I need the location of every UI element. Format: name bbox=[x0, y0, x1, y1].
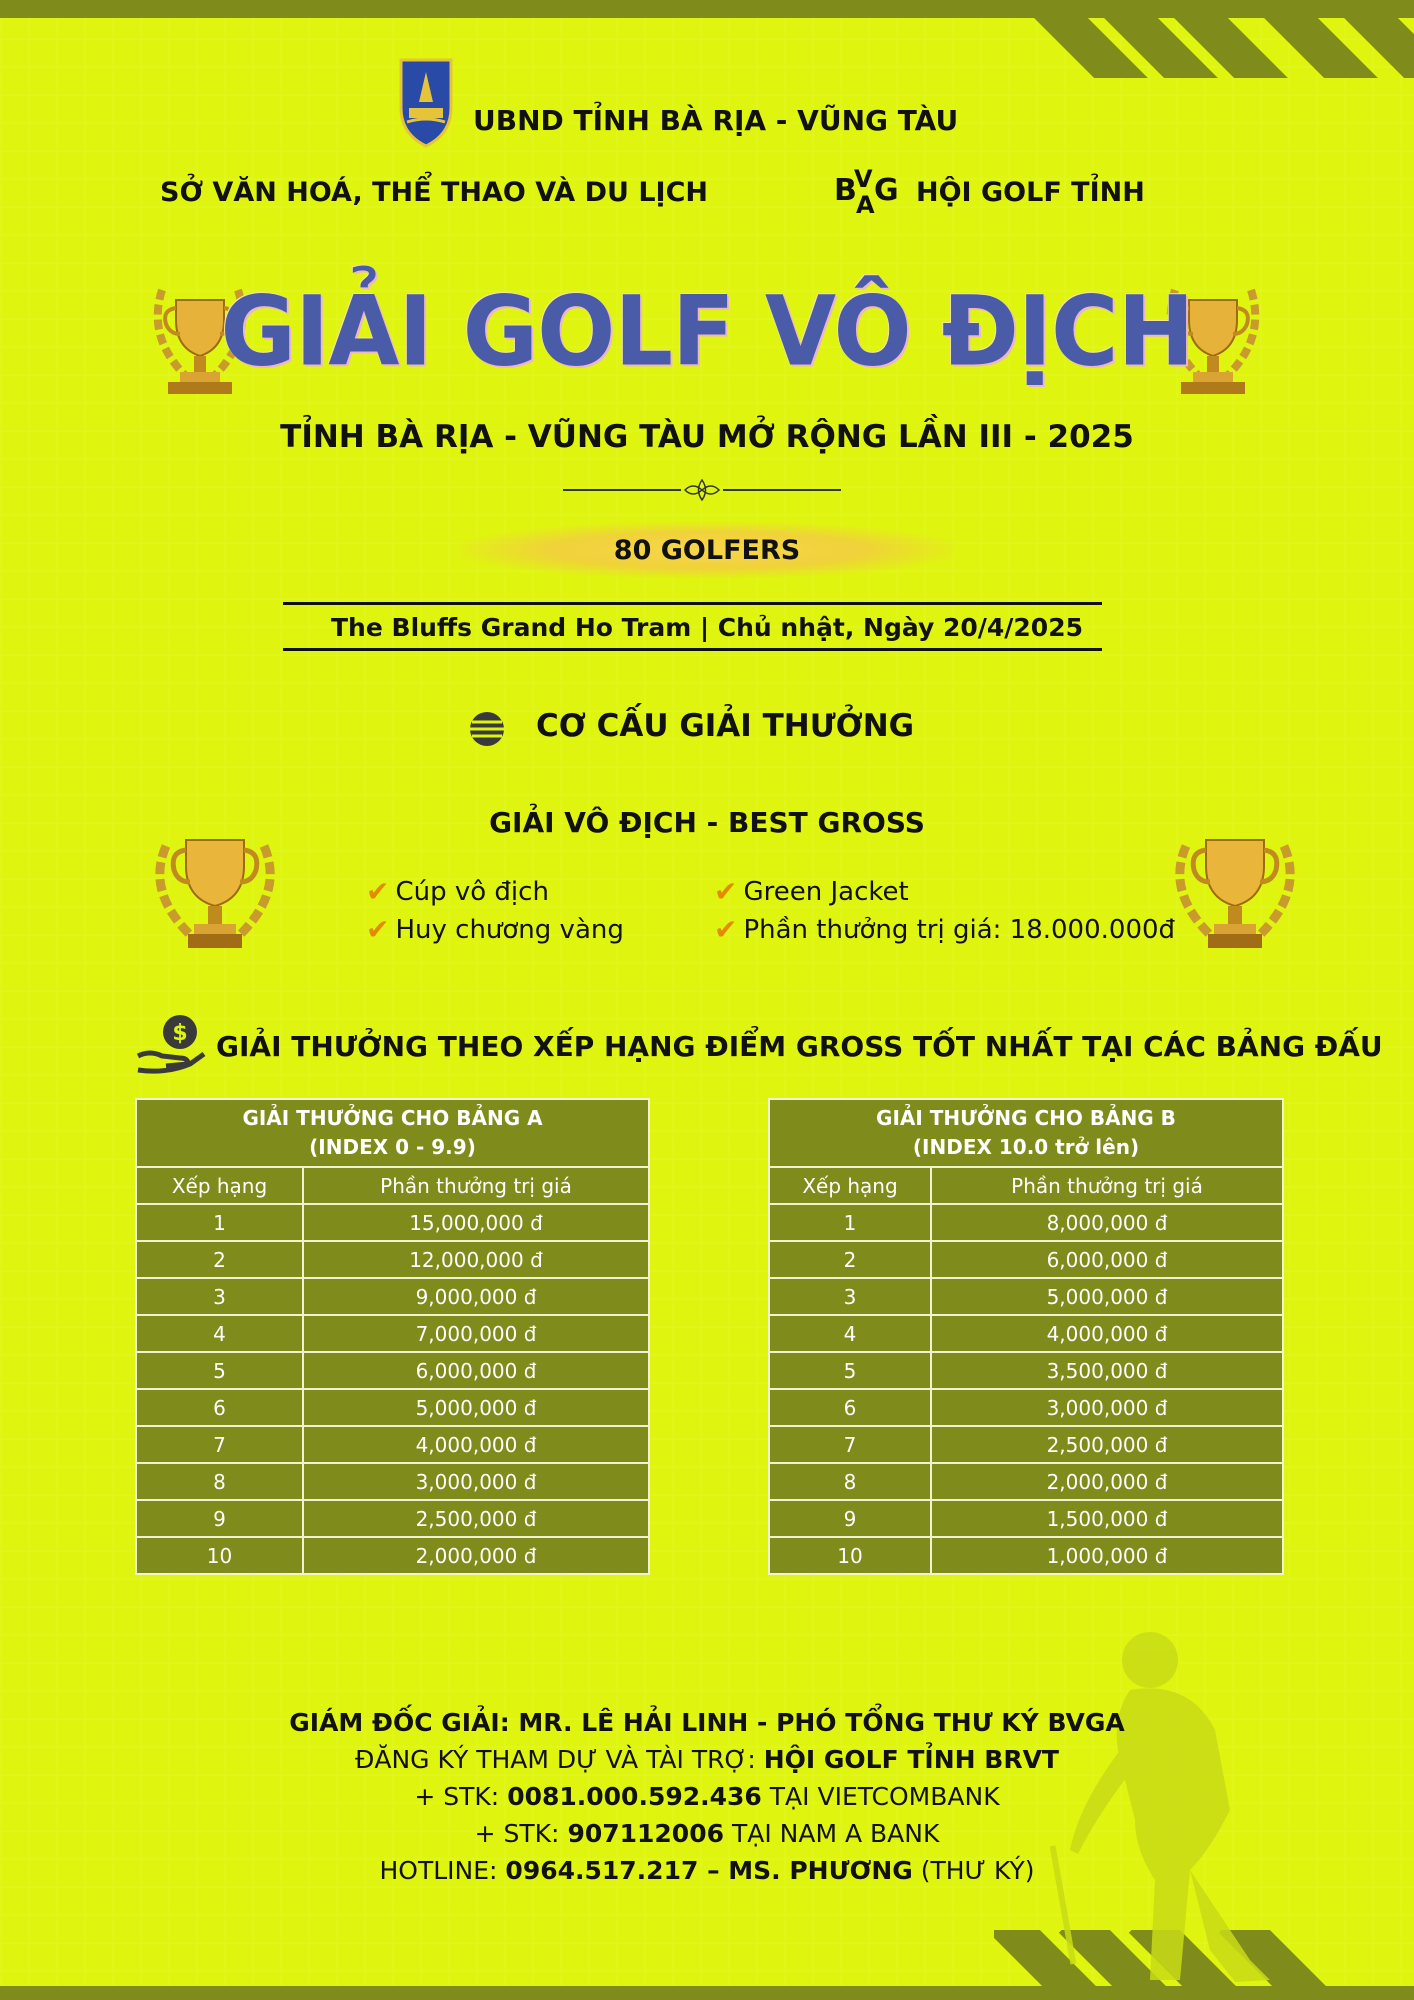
province-logo-icon bbox=[395, 56, 457, 148]
value-cell: 3,000,000 đ bbox=[931, 1389, 1283, 1426]
rank-cell: 3 bbox=[769, 1278, 931, 1315]
stk1-number: 0081.000.592.436 bbox=[507, 1782, 762, 1811]
svg-text:$: $ bbox=[172, 1021, 188, 1046]
rank-cell: 4 bbox=[769, 1315, 931, 1352]
trophy-right-2-icon bbox=[1160, 826, 1310, 958]
champion-prize-2 bbox=[366, 913, 624, 946]
stk2-bank: TẠI NAM A BANK bbox=[724, 1819, 940, 1848]
champion-prize-1 bbox=[366, 875, 549, 908]
value-cell: 3,500,000 đ bbox=[931, 1352, 1283, 1389]
golfers-count: 80 GOLFERS bbox=[613, 534, 801, 566]
rank-cell: 5 bbox=[769, 1352, 931, 1389]
venue-bottom-rule bbox=[283, 648, 1102, 651]
rank-cell: 10 bbox=[136, 1537, 303, 1574]
table-row bbox=[769, 1426, 1283, 1463]
table-row bbox=[136, 1537, 649, 1574]
event-subtitle: TỈNH BÀ RỊA - VŨNG TÀU MỞ RỘNG LẦN III - 2025 bbox=[280, 419, 1134, 455]
table-row bbox=[136, 1315, 649, 1352]
value-cell: 4,000,000 đ bbox=[931, 1315, 1283, 1352]
table-row bbox=[769, 1315, 1283, 1352]
rank-cell: 8 bbox=[136, 1463, 303, 1500]
hotline-suffix: (THƯ KÝ) bbox=[912, 1856, 1035, 1885]
check-icon: ✔ bbox=[714, 875, 738, 908]
table-b-title: GIẢI THƯỞNG CHO BẢNG B bbox=[876, 1106, 1176, 1130]
venue-top-rule bbox=[283, 602, 1102, 605]
stk2-line bbox=[0, 1815, 1414, 1852]
table-row bbox=[136, 1389, 649, 1426]
check-icon: ✔ bbox=[714, 913, 738, 946]
prize-table-b bbox=[768, 1098, 1284, 1575]
value-cell: 2,500,000 đ bbox=[303, 1500, 649, 1537]
director-line bbox=[0, 1704, 1414, 1741]
rank-cell: 9 bbox=[769, 1500, 931, 1537]
table-row bbox=[769, 1500, 1283, 1537]
value-cell: 5,000,000 đ bbox=[303, 1389, 649, 1426]
rank-cell: 6 bbox=[136, 1389, 303, 1426]
rank-cell: 9 bbox=[136, 1500, 303, 1537]
register-line bbox=[0, 1741, 1414, 1778]
table-a-col-value: Phần thưởng trị giá bbox=[303, 1167, 649, 1204]
money-hand-icon bbox=[136, 1012, 206, 1074]
event-title: GIẢI GOLF VÔ ĐỊCH bbox=[220, 275, 1194, 388]
rank-cell: 2 bbox=[769, 1241, 931, 1278]
hotline-value: 0964.517.217 – MS. PHƯƠNG bbox=[505, 1856, 913, 1885]
value-cell: 6,000,000 đ bbox=[303, 1352, 649, 1389]
rank-cell: 7 bbox=[136, 1426, 303, 1463]
champion-prize-4-label: Phần thưởng trị giá: 18.000.000đ bbox=[743, 914, 1176, 945]
rank-cell: 6 bbox=[769, 1389, 931, 1426]
value-cell: 1,500,000 đ bbox=[931, 1500, 1283, 1537]
table-row bbox=[136, 1352, 649, 1389]
table-row bbox=[136, 1204, 649, 1241]
table-row bbox=[769, 1537, 1283, 1574]
ornament-divider bbox=[563, 476, 841, 504]
champion-prize-1-label: Cúp vô địch bbox=[395, 876, 549, 907]
table-row bbox=[136, 1463, 649, 1500]
champion-prize-3 bbox=[714, 875, 909, 908]
table-row bbox=[769, 1204, 1283, 1241]
champion-prize-2-label: Huy chương vàng bbox=[395, 914, 624, 945]
table-b-col-value: Phần thưởng trị giá bbox=[931, 1167, 1283, 1204]
table-b-index: (INDEX 10.0 trở lên) bbox=[912, 1135, 1140, 1159]
table-a-title: GIẢI THƯỞNG CHO BẢNG A bbox=[242, 1106, 543, 1130]
top-right-stripes bbox=[994, 0, 1414, 78]
value-cell: 5,000,000 đ bbox=[931, 1278, 1283, 1315]
value-cell: 3,000,000 đ bbox=[303, 1463, 649, 1500]
table-b-header bbox=[769, 1099, 1283, 1167]
table-row bbox=[769, 1463, 1283, 1500]
check-icon: ✔ bbox=[366, 875, 390, 908]
value-cell: 2,500,000 đ bbox=[931, 1426, 1283, 1463]
table-row bbox=[136, 1241, 649, 1278]
value-cell: 2,000,000 đ bbox=[303, 1537, 649, 1574]
bvga-logo-icon: B V A G bbox=[834, 165, 899, 219]
check-icon: ✔ bbox=[366, 913, 390, 946]
stk2-label: + STK: bbox=[474, 1819, 568, 1848]
table-row bbox=[769, 1241, 1283, 1278]
rank-cell: 7 bbox=[769, 1426, 931, 1463]
stk1-bank: TẠI VIETCOMBANK bbox=[761, 1782, 1000, 1811]
hotline-label: HOTLINE: bbox=[379, 1856, 506, 1885]
rank-cell: 5 bbox=[136, 1352, 303, 1389]
footer bbox=[0, 1704, 1414, 1889]
trophy-left-2-icon bbox=[140, 826, 290, 958]
table-a-index: (INDEX 0 - 9.9) bbox=[309, 1135, 476, 1159]
golfers-count-badge bbox=[460, 522, 954, 578]
director-text: GIÁM ĐỐC GIẢI: MR. LÊ HẢI LINH - PHÓ TỔNG THƯ KÝ BVGA bbox=[289, 1708, 1125, 1737]
table-row bbox=[136, 1500, 649, 1537]
prize-structure-title: CƠ CẤU GIẢI THƯỞNG bbox=[536, 708, 915, 744]
venue-date: The Bluffs Grand Ho Tram | Chủ nhật, Ngày 20/4/2025 bbox=[331, 613, 1083, 642]
rank-cell: 1 bbox=[136, 1204, 303, 1241]
table-row bbox=[136, 1278, 649, 1315]
association-name: HỘI GOLF TỈNH bbox=[916, 177, 1145, 208]
table-a-col-rank: Xếp hạng bbox=[136, 1167, 303, 1204]
table-a-header bbox=[136, 1099, 649, 1167]
hotline-line bbox=[0, 1852, 1414, 1889]
rank-cell: 3 bbox=[136, 1278, 303, 1315]
value-cell: 12,000,000 đ bbox=[303, 1241, 649, 1278]
province-title: UBND TỈNH BÀ RỊA - VŨNG TÀU bbox=[473, 104, 959, 137]
table-row bbox=[769, 1278, 1283, 1315]
champion-prize-4 bbox=[714, 913, 1175, 946]
golf-ball-icon bbox=[468, 710, 506, 748]
value-cell: 9,000,000 đ bbox=[303, 1278, 649, 1315]
rank-cell: 1 bbox=[769, 1204, 931, 1241]
rank-cell: 2 bbox=[136, 1241, 303, 1278]
stk2-number: 907112006 bbox=[567, 1819, 724, 1848]
rank-cell: 10 bbox=[769, 1537, 931, 1574]
stk1-line bbox=[0, 1778, 1414, 1815]
rank-cell: 4 bbox=[136, 1315, 303, 1352]
value-cell: 2,000,000 đ bbox=[931, 1463, 1283, 1500]
value-cell: 6,000,000 đ bbox=[931, 1241, 1283, 1278]
table-row bbox=[136, 1426, 649, 1463]
value-cell: 7,000,000 đ bbox=[303, 1315, 649, 1352]
champion-prize-3-label: Green Jacket bbox=[743, 876, 909, 907]
champion-title: GIẢI VÔ ĐỊCH - BEST GROSS bbox=[489, 806, 925, 839]
prize-table-a bbox=[135, 1098, 650, 1575]
ranking-title: GIẢI THƯỞNG THEO XẾP HẠNG ĐIỂM GROSS TỐT NHẤT TẠI CÁC BẢNG ĐẤU bbox=[216, 1030, 1383, 1063]
value-cell: 8,000,000 đ bbox=[931, 1204, 1283, 1241]
table-row bbox=[769, 1352, 1283, 1389]
value-cell: 1,000,000 đ bbox=[931, 1537, 1283, 1574]
table-b-col-rank: Xếp hạng bbox=[769, 1167, 931, 1204]
register-label: ĐĂNG KÝ THAM DỰ VÀ TÀI TRỢ: bbox=[355, 1745, 764, 1774]
department-name: SỞ VĂN HOÁ, THỂ THAO VÀ DU LỊCH bbox=[160, 177, 708, 208]
value-cell: 4,000,000 đ bbox=[303, 1426, 649, 1463]
stk1-label: + STK: bbox=[414, 1782, 508, 1811]
rank-cell: 8 bbox=[769, 1463, 931, 1500]
table-row bbox=[769, 1389, 1283, 1426]
register-value: HỘI GOLF TỈNH BRVT bbox=[763, 1745, 1059, 1774]
value-cell: 15,000,000 đ bbox=[303, 1204, 649, 1241]
